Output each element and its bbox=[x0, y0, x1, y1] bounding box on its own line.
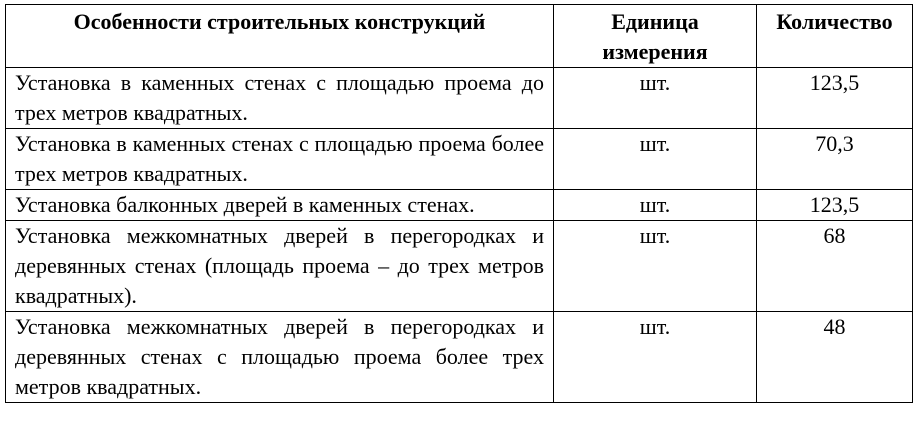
cell-unit: шт. bbox=[554, 129, 757, 190]
cell-feature: Установка межкомнатных дверей в перегородках и деревянных стенах с площадью проема более трех метров квадратных. bbox=[6, 312, 554, 403]
header-feature: Особенности строительных конструкций bbox=[6, 5, 554, 68]
header-quantity: Количество bbox=[757, 5, 913, 68]
cell-feature: Установка в каменных стенах с площадью проема более трех метров квадратных. bbox=[6, 129, 554, 190]
table-row bbox=[6, 221, 913, 312]
cell-quantity: 68 bbox=[757, 221, 913, 312]
cell-quantity: 48 bbox=[757, 312, 913, 403]
cell-quantity: 123,5 bbox=[757, 190, 913, 221]
cell-quantity: 70,3 bbox=[757, 129, 913, 190]
cell-unit: шт. bbox=[554, 68, 757, 129]
construction-spec-table bbox=[5, 4, 913, 403]
table-row bbox=[6, 129, 913, 190]
cell-feature: Установка межкомнатных дверей в перегородках и деревянных стенах (площадь проема – до трех метров квадратных). bbox=[6, 221, 554, 312]
table-row bbox=[6, 68, 913, 129]
cell-unit: шт. bbox=[554, 312, 757, 403]
table-row bbox=[6, 312, 913, 403]
table-header-row bbox=[6, 5, 913, 68]
table-row bbox=[6, 190, 913, 221]
cell-feature: Установка в каменных стенах с площадью проема до трех метров квадратных. bbox=[6, 68, 554, 129]
cell-unit: шт. bbox=[554, 221, 757, 312]
header-unit: Единица измерения bbox=[554, 5, 757, 68]
cell-feature: Установка балконных дверей в каменных стенах. bbox=[6, 190, 554, 221]
cell-unit: шт. bbox=[554, 190, 757, 221]
cell-quantity: 123,5 bbox=[757, 68, 913, 129]
